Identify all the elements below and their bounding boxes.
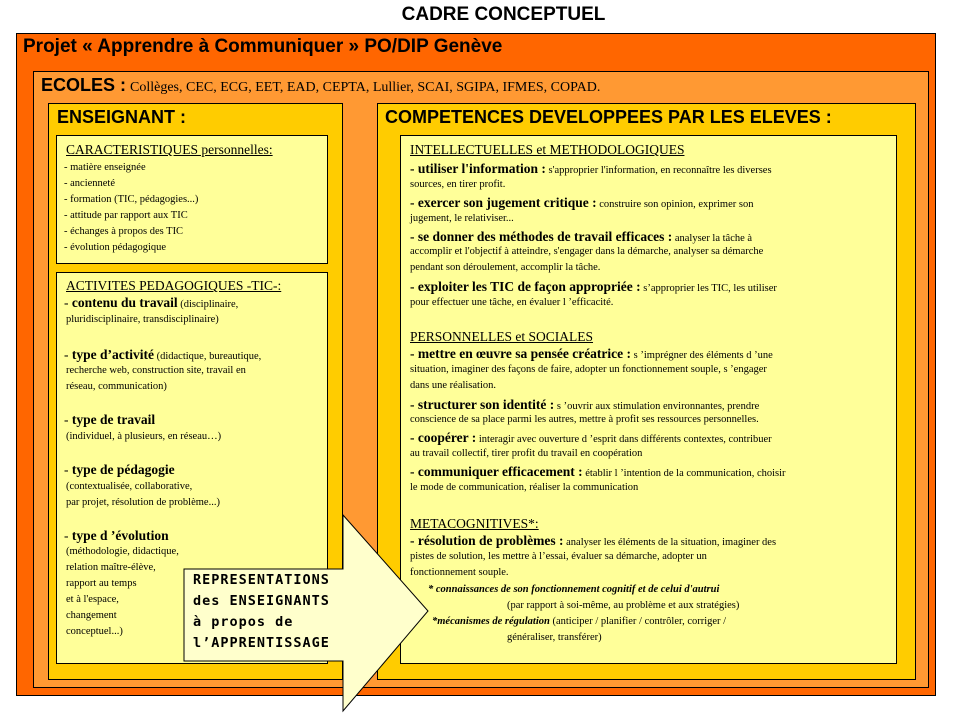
- connaissances-detail: (par rapport à soi-même, au problème et aux stratégies): [507, 600, 740, 611]
- intellectuelles-heading: INTELLECTUELLES et METHODOLOGIQUES: [410, 142, 685, 157]
- competence-item-detail: le mode de communication, réaliser la communication: [410, 482, 639, 493]
- activite-item-detail: changement: [66, 610, 117, 621]
- competence-item-title: - structurer son identité : s ’ouvrir aux stimulation environnantes, prendre: [410, 397, 760, 412]
- caracteristiques-item: - ancienneté: [64, 178, 116, 189]
- competence-item-detail: pistes de solution, les mettre à l’essai, évaluer sa démarche, adopter un: [410, 551, 707, 562]
- activite-item-detail: (contextualisée, collaborative,: [66, 481, 193, 492]
- competence-item-title: - utiliser l'information : s'approprier l'information, en reconnaître les diverses: [410, 161, 772, 176]
- diagram-title: CADRE CONCEPTUEL: [401, 4, 606, 25]
- activite-item-detail: recherche web, construction site, travail en: [66, 365, 246, 376]
- project-title: Projet « Apprendre à Communiquer » PO/DIP Genève: [23, 36, 503, 57]
- activite-item-title: - type d’activité (didactique, bureautique,: [64, 347, 262, 362]
- competence-item-detail: pendant son déroulement, accomplir la tâche.: [410, 262, 601, 273]
- personnelles-heading: PERSONNELLES et SOCIALES: [410, 329, 594, 344]
- competence-item-detail: jugement, le relativiser...: [410, 213, 514, 224]
- representations-arrow: [183, 513, 430, 713]
- representations-line: l’APPRENTISSAGE: [193, 635, 330, 651]
- competence-item-title: - exploiter les TIC de façon appropriée : s’approprier les TIC, les utiliser: [410, 279, 777, 294]
- enseignant-heading: ENSEIGNANT :: [57, 107, 187, 127]
- metacognitives-heading: METACOGNITIVES*:: [410, 516, 539, 531]
- caracteristiques-item: - évolution pédagogique: [64, 242, 167, 253]
- mecanismes-detail: généraliser, transférer): [507, 632, 602, 643]
- competence-item-detail: situation, imaginer des façons de faire, adopter un fonctionnement souple, s ’engager: [410, 364, 767, 375]
- activite-item-detail: et à l'espace,: [66, 594, 119, 605]
- caracteristiques-item: - matière enseignée: [64, 162, 146, 173]
- representations-line: REPRESENTATIONS: [193, 572, 330, 588]
- mecanismes-line: *mécanismes de régulation (anticiper / planifier / contrôler, corriger /: [432, 616, 727, 627]
- activite-item-detail: relation maître-élève,: [66, 562, 156, 573]
- competence-item-detail: conscience de sa place parmi les autres, mettre à profit ses ressources personnelles.: [410, 414, 759, 425]
- caracteristiques-item: - formation (TIC, pédagogies...): [64, 194, 199, 205]
- activite-item-detail: conceptuel...): [66, 626, 123, 637]
- caracteristiques-heading: CARACTERISTIQUES personnelles:: [66, 142, 273, 157]
- activites-heading: ACTIVITES PEDAGOGIQUES -TIC-:: [66, 278, 282, 293]
- competence-item-detail: accomplir et l'objectif à atteindre, s'engager dans la démarche, analyser sa démarche: [410, 246, 764, 257]
- activite-item-title: - contenu du travail (disciplinaire,: [64, 295, 239, 310]
- activite-item-detail: rapport au temps: [66, 578, 137, 589]
- activite-item-title: - type d ’évolution: [64, 528, 169, 543]
- caracteristiques-item: - échanges à propos des TIC: [64, 226, 184, 237]
- competence-item-title: - exercer son jugement critique : construire son opinion, exprimer son: [410, 195, 754, 210]
- activite-item-title: - type de travail: [64, 412, 156, 427]
- ecoles-list: Collèges, CEC, ECG, EET, EAD, CEPTA, Lullier, SCAI, SGIPA, IFMES, COPAD.: [130, 80, 601, 95]
- activite-item-detail: réseau, communication): [66, 381, 167, 392]
- competences-heading: COMPETENCES DEVELOPPEES PAR LES ELEVES :: [385, 107, 832, 127]
- competence-item-title: - résolution de problèmes : analyser les éléments de la situation, imaginer des: [410, 533, 777, 548]
- ecoles-label: ECOLES :: [41, 75, 127, 95]
- representations-line: à propos de: [193, 614, 294, 630]
- competence-item-detail: sources, en tirer profit.: [410, 179, 506, 190]
- activite-item-detail: par projet, résolution de problème...): [66, 497, 220, 508]
- competence-item-detail: pour effectuer une tâche, en évaluer l ’efficacité.: [410, 297, 614, 308]
- competence-item-detail: fonctionnement souple.: [410, 567, 509, 578]
- activite-item-title: - type de pédagogie: [64, 462, 175, 477]
- ecoles-header: [41, 75, 600, 96]
- competence-item-detail: dans une réalisation.: [410, 380, 497, 391]
- activite-item-detail: (méthodologie, didactique,: [66, 546, 179, 557]
- caracteristiques-item: - attitude par rapport aux TIC: [64, 210, 188, 221]
- competence-item-title: - communiquer efficacement : établir l ’intention de la communication, choisir: [410, 464, 786, 479]
- competence-item-detail: au travail collectif, tirer profit du travail en coopération: [410, 448, 643, 459]
- activite-item-detail: pluridisciplinaire, transdisciplinaire): [66, 314, 219, 325]
- representations-line: des ENSEIGNANTS: [193, 593, 330, 609]
- activite-item-detail: (individuel, à plusieurs, en réseau…): [66, 431, 222, 442]
- competence-item-title: - coopérer : interagir avec ouverture d ’esprit dans différents contextes, contribuer: [410, 430, 772, 445]
- connaissances-title: * connaissances de son fonctionnement cognitif et de celui d'autrui: [428, 584, 720, 595]
- competence-item-title: - mettre en œuvre sa pensée créatrice : s ’imprégner des éléments d ’une: [410, 346, 773, 361]
- competence-item-title: - se donner des méthodes de travail efficaces : analyser la tâche à: [410, 229, 753, 244]
